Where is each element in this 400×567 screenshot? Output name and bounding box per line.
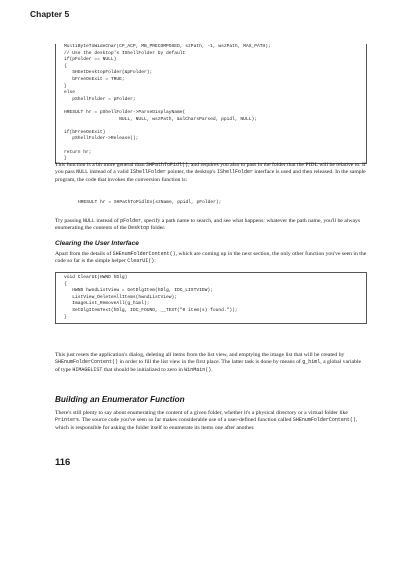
code-line (64, 123, 358, 130)
inline-code: NULL (82, 218, 95, 224)
inline-code: SHEnumFolderContent() (112, 251, 176, 257)
chapter-header: Chapter 5 (30, 9, 70, 19)
text-run: folder. (149, 225, 166, 232)
inline-code: ClearUI() (127, 258, 155, 265)
code-line: pShellFolder = pFolder; (64, 96, 136, 102)
text-run: pointer, the desktop's (166, 169, 217, 176)
code-line: HWND hwndListView = GetDlgItem(hDlg, IDC_LISTVIEW); (64, 288, 213, 294)
code-line: { (64, 281, 67, 287)
body-paragraph-3 (55, 251, 367, 266)
body-paragraph-2 (55, 218, 367, 233)
text-run: , which are coming up in the next section, the only other function you've seen in the code so far is the simple helper (55, 251, 367, 265)
text-run: that should be initialized to zero in (102, 366, 185, 373)
text-run: , specify a path name to search, and see what happens: whatever the path name, you'll be always enumerating the contents of the (55, 218, 361, 232)
code-listing-3 (55, 272, 367, 324)
inline-code: Desktop (128, 225, 150, 232)
text-run: : (154, 258, 156, 265)
code-line: if(pFolder == NULL) (64, 57, 117, 63)
text-run: This just resets the application's dialog, deleting all items from the list view, and emptying the image list that will be created by (55, 352, 345, 358)
code-line: SetDlgItemText(hDlg, IDC_FOUND, __TEXT("0 item(s) found.")); (64, 307, 238, 313)
code-line: void ClearUI(HWND hDlg) (64, 275, 128, 280)
inline-code: NULL (76, 169, 89, 176)
inline-code: HIMAGELIST (72, 366, 103, 373)
page-number: 116 (55, 457, 71, 468)
code-line: pShellFolder->Release(); (64, 136, 139, 142)
code-line: } (64, 314, 67, 320)
text-run: Apart from the details of (55, 251, 113, 257)
code-line: SHGetDesktopFolder(&pFolder); (64, 70, 153, 76)
body-paragraph-5 (55, 410, 367, 432)
inline-code: pFolder (120, 218, 142, 224)
code-line: else (64, 90, 76, 96)
code-line: NULL, NULL, wszPath, &ulCharsParsed, ppidl, NULL); (64, 116, 257, 122)
code-line: } (64, 83, 67, 89)
text-run: , and requires you also to pass in the folder that the PIDL will be relative to. If you pass (55, 162, 366, 176)
code-line: { (64, 63, 67, 69)
code-listing-1 (55, 44, 367, 164)
text-run: Try passing (55, 218, 83, 224)
code-line: bFreeOnExit = TRUE; (64, 76, 125, 82)
code-line: } (64, 156, 67, 162)
body-paragraph-1 (55, 162, 367, 184)
section-heading-clearing-ui: Clearing the User Interface (55, 240, 139, 247)
code-line (64, 143, 358, 150)
text-run: , which is responsible for asking the folder itself to enumerate its items one after another. (55, 417, 358, 431)
code-line: HRESULT hr = pShellFolder->ParseDisplayName( (64, 109, 186, 115)
inline-code: Printers (55, 417, 80, 424)
code-line: if(bFreeOnExit) (64, 129, 106, 135)
text-run: instead of a valid (88, 169, 131, 176)
code-line (64, 103, 358, 110)
text-run: interface is used and then released. In the sample program, the code that invokes the conversion function is: (55, 169, 366, 183)
text-run: in order to fill the list view in the first place. The latter task is done by means of (118, 359, 303, 366)
section-heading-building-enumerator: Building an Enumerator Function (55, 395, 185, 404)
text-run: . (211, 366, 213, 373)
inline-code: g_himl (302, 359, 321, 366)
code-line: return hr; (64, 149, 92, 155)
inline-code: SHPathToPidl() (145, 162, 188, 168)
text-run: instead of (94, 218, 121, 224)
inline-code: IShellFolder (130, 169, 167, 176)
inline-code: SHEnumFolderContent() (292, 417, 356, 424)
code-line: // Use the desktop's IShellFolder by default (64, 50, 186, 56)
text-run: , a global variable of type (55, 359, 361, 373)
code-line: ListView_DeleteAllItems(hwndListView); (64, 294, 178, 300)
text-run: There's still plenty to say about enumerating the content of a given folder, whether it's a physical directory or a virtual folder like (55, 410, 348, 416)
code-line: MultiByteToWideChar(CP_ACP, MB_PRECOMPOSED, szPath, -1, wszPath, MAX_PATH); (64, 44, 271, 49)
inline-code: SHEnumFolderContent() (55, 359, 119, 366)
inline-code: IShellFolder (216, 169, 253, 176)
code-snippet-2: HRESULT hr = SHPathToPidlEx(szName, ppidl, pFolder); (78, 200, 222, 205)
code-line: ImageList_RemoveAll(g_himl); (64, 301, 150, 307)
text-run: . The source code you've seen so far makes considerable use of a user-defined function called (79, 417, 293, 424)
body-paragraph-4 (55, 352, 367, 374)
text-run: This function is a bit more general than (55, 162, 146, 168)
inline-code: WinMain() (184, 366, 212, 373)
